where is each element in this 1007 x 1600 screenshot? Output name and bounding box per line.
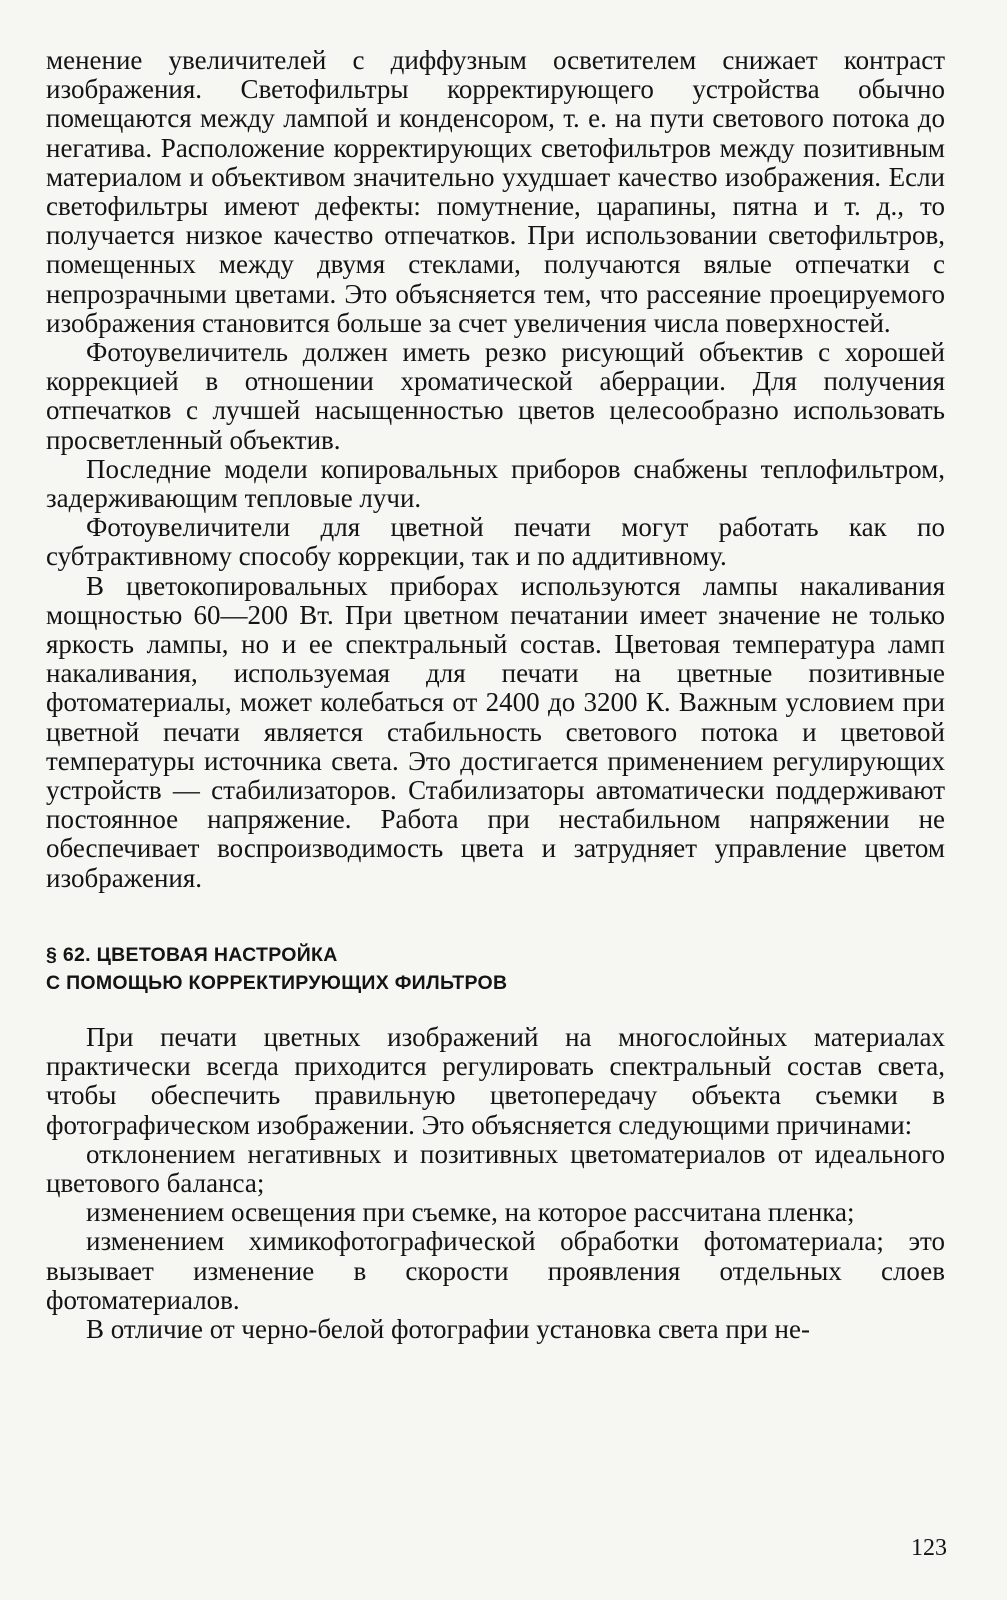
list-item: изменением химикофотографической обработки фотоматериала; это вызывает изменение в скорости проявления отдельных слоев фотоматериалов. xyxy=(46,1226,945,1315)
paragraph: менение увеличителей с диффузным осветителем снижает контраст изображения. Светофильтры корректирующего устройства обычно помещаются между лампой и конденсором, т. е. на пути светового потока до негатива. Расположение корректирующих светофильтров между позитивным материалом и объективом значительно ухудшает качество изображения. Если светофильтры имеют дефекты: помутнение, царапины, пятна и т. д., то получается низкое качество отпечатков. При использовании светофильтров, помещенных между двумя стеклами, получаются вялые отпечатки с непрозрачными цветами. Это объясняется тем, что рассеяние проецируемого изображения становится больше за счет увеличения числа поверхностей. xyxy=(46,45,945,338)
list-item: изменением освещения при съемке, на которое рассчитана пленка; xyxy=(86,1197,855,1228)
body-text-top xyxy=(46,46,945,893)
paragraph: В цветокопировальных приборах используются лампы накаливания мощностью 60—200 Вт. При цветном печатании имеет значение не только яркость лампы, но и ее спектральный состав. Цветовая температура ламп накаливания, используемая для печати на цветные позитивные фотоматериалы, может колебаться от 2400 до 3200 К. Важным условием при цветной печати является стабильность светового потока и цветовой температуры источника света. Это достигается применением регулирующих устройств — стабилизаторов. Стабилизаторы автоматически поддерживают постоянное напряжение. Работа при нестабильном напряжении не обеспечивает воспроизводимость цвета и затрудняет управление цветом изображения. xyxy=(46,570,945,893)
section-heading xyxy=(46,941,945,997)
paragraph: В отличие от черно-белой фотографии установка света при не- xyxy=(86,1313,810,1344)
paragraph: При печати цветных изображений на многослойных материалах практически всегда приходится регулировать спектральный состав света, чтобы обеспечить правильную цветопередачу объекта съемки в фотографическом изображении. Это объясняется следующими причинами: xyxy=(46,1021,945,1140)
paragraph: Последние модели копировальных приборов снабжены теплофильтром, задерживающим тепловые лучи. xyxy=(46,453,945,514)
section-heading-line-2: С ПОМОЩЬЮ КОРРЕКТИРУЮЩИХ ФИЛЬТРОВ xyxy=(46,971,508,994)
paragraph: Фотоувеличители для цветной печати могут работать как по субтрактивному способу коррекции, так и по аддитивному. xyxy=(46,512,945,572)
list-item: отклонением негативных и позитивных цветоматериалов от идеального цветового баланса; xyxy=(46,1138,945,1198)
body-text-bottom xyxy=(46,1023,945,1344)
page-number: 123 xyxy=(911,1535,947,1561)
paragraph: Фотоувеличитель должен иметь резко рисующий объектив с хорошей коррекцией в отношении хроматической аберрации. Для получения отпечатков с лучшей насыщенностью цветов целесообразно использовать просветленный объектив. xyxy=(46,337,945,455)
section-heading-line-1: § 62. ЦВЕТОВАЯ НАСТРОЙКА xyxy=(46,943,338,966)
